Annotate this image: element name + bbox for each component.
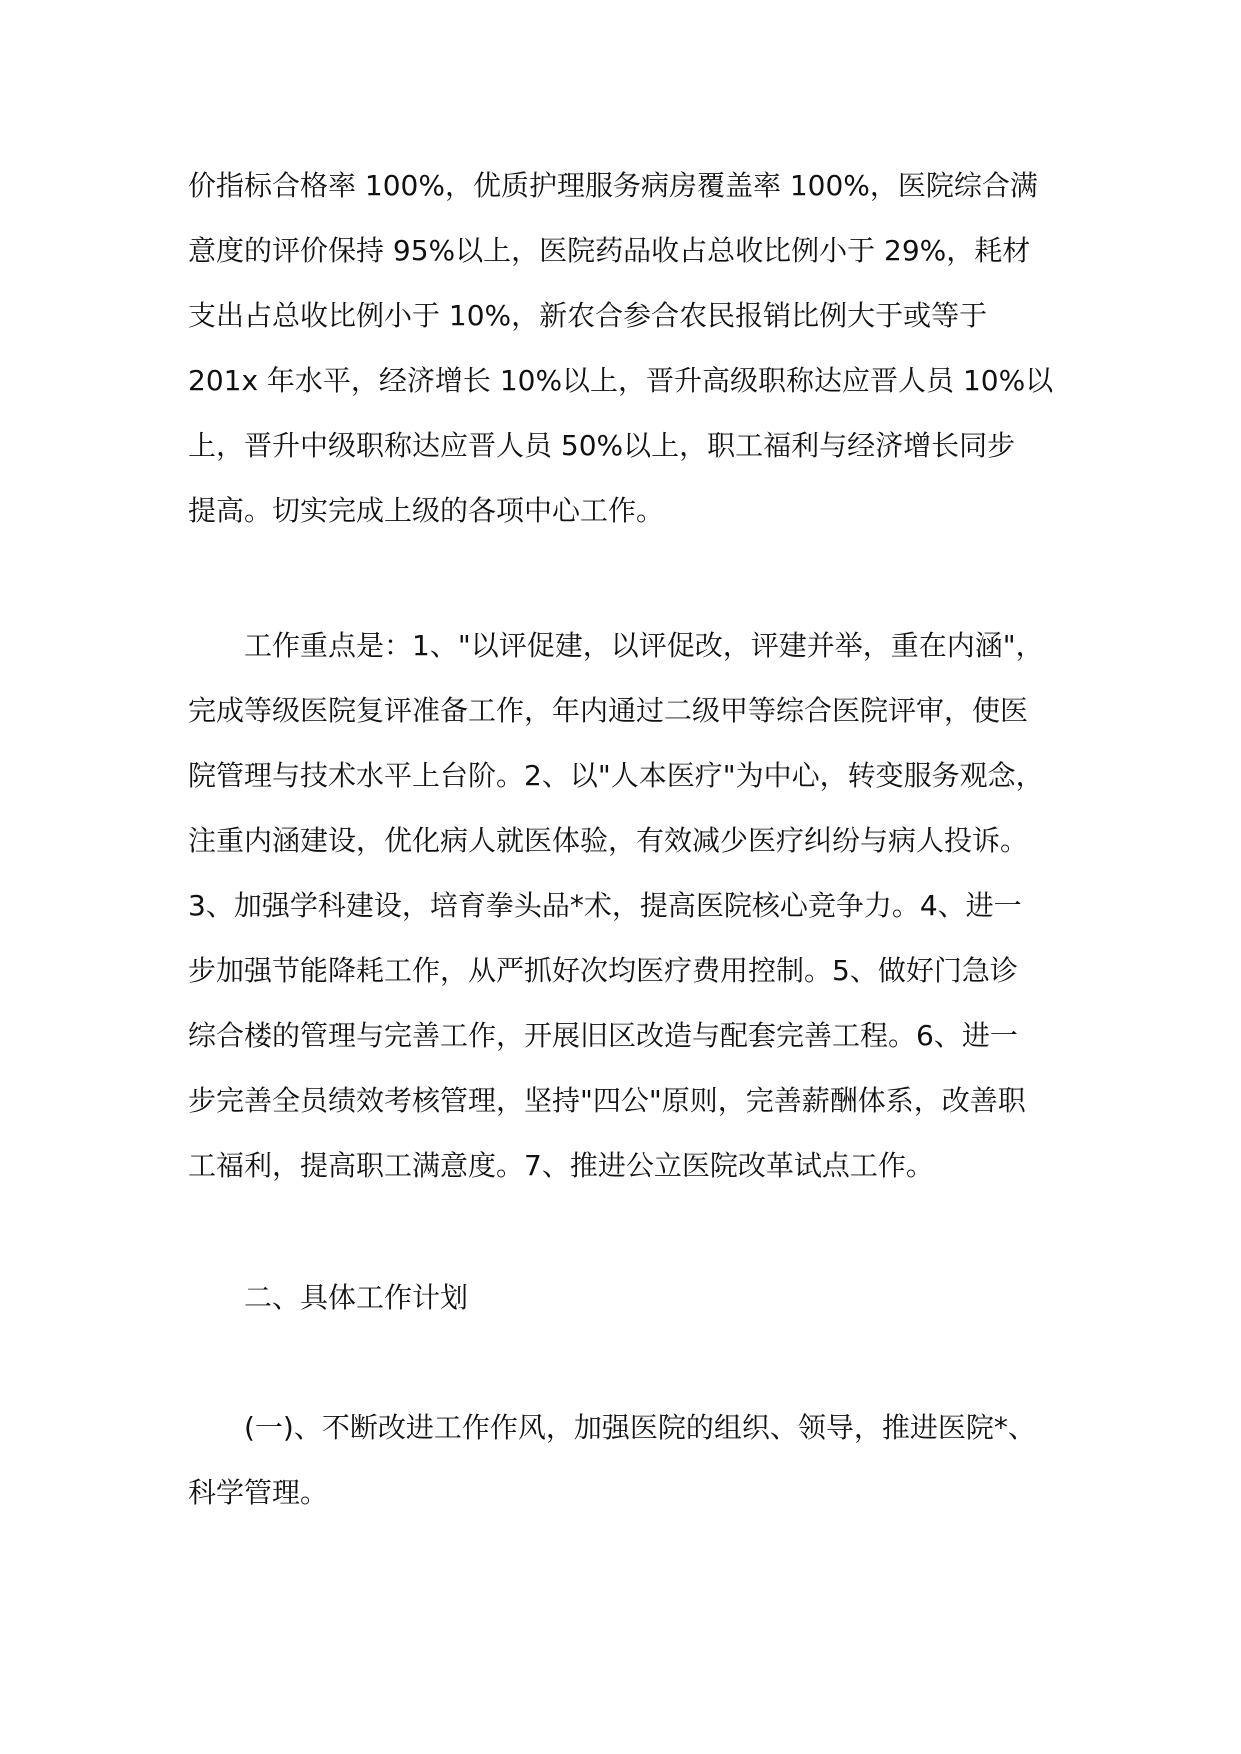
- text-line: 201x 年水平，经济增长 10%以上，晋升高级职称达应晋人员 10%以: [188, 364, 1054, 397]
- text-line: 上，晋升中级职称达应晋人员 50%以上，职工福利与经济增长同步: [188, 429, 1016, 462]
- text-line: (一)、不断改进工作作风，加强医院的组织、领导，推进医院*、: [244, 1411, 1036, 1444]
- section-heading: [188, 1265, 1068, 1330]
- text-line: 步完善全员绩效考核管理，坚持"四公"原则，完善薪酬体系，改善职: [188, 1084, 1026, 1117]
- text-line: 工作重点是：1、"以评促建，以评促改，评建并举，重在内涵"，: [244, 629, 1044, 662]
- text-line: 步加强节能降耗工作，从严抓好次均医疗费用控制。5、做好门急诊: [188, 954, 1018, 987]
- text-line: 价指标合格率 100%，优质护理服务病房覆盖率 100%，医院综合满: [188, 169, 1038, 202]
- paragraph-work-focus: [188, 613, 1068, 1198]
- text-line: 3、加强学科建设，培育拳头品*术，提高医院核心竞争力。4、进一: [188, 889, 1022, 922]
- paragraph-subsection-one: [188, 1395, 1068, 1525]
- text-line: 完成等级医院复评准备工作，年内通过二级甲等综合医院评审，使医: [188, 694, 1029, 727]
- paragraph-targets: [188, 153, 1068, 543]
- text-line: 注重内涵建设，优化病人就医体验，有效减少医疗纠纷与病人投诉。: [188, 824, 1029, 857]
- text-line: 支出占总收比例小于 10%，新农合参合农民报销比例大于或等于: [188, 299, 988, 332]
- text-line: 提高。切实完成上级的各项中心工作。: [188, 494, 665, 527]
- text-line: 院管理与技术水平上台阶。2、以"人本医疗"为中心，转变服务观念，: [188, 759, 1044, 792]
- text-line: 意度的评价保持 95%以上，医院药品收占总收比例小于 29%，耗材: [188, 234, 1031, 267]
- text-line: 工福利，提高职工满意度。7、推进公立医院改革试点工作。: [188, 1149, 934, 1182]
- text-line: 综合楼的管理与完善工作，开展旧区改造与配套完善工程。6、进一: [188, 1019, 1018, 1052]
- text-line: 科学管理。: [188, 1476, 329, 1509]
- heading-line: 二、具体工作计划: [244, 1281, 469, 1314]
